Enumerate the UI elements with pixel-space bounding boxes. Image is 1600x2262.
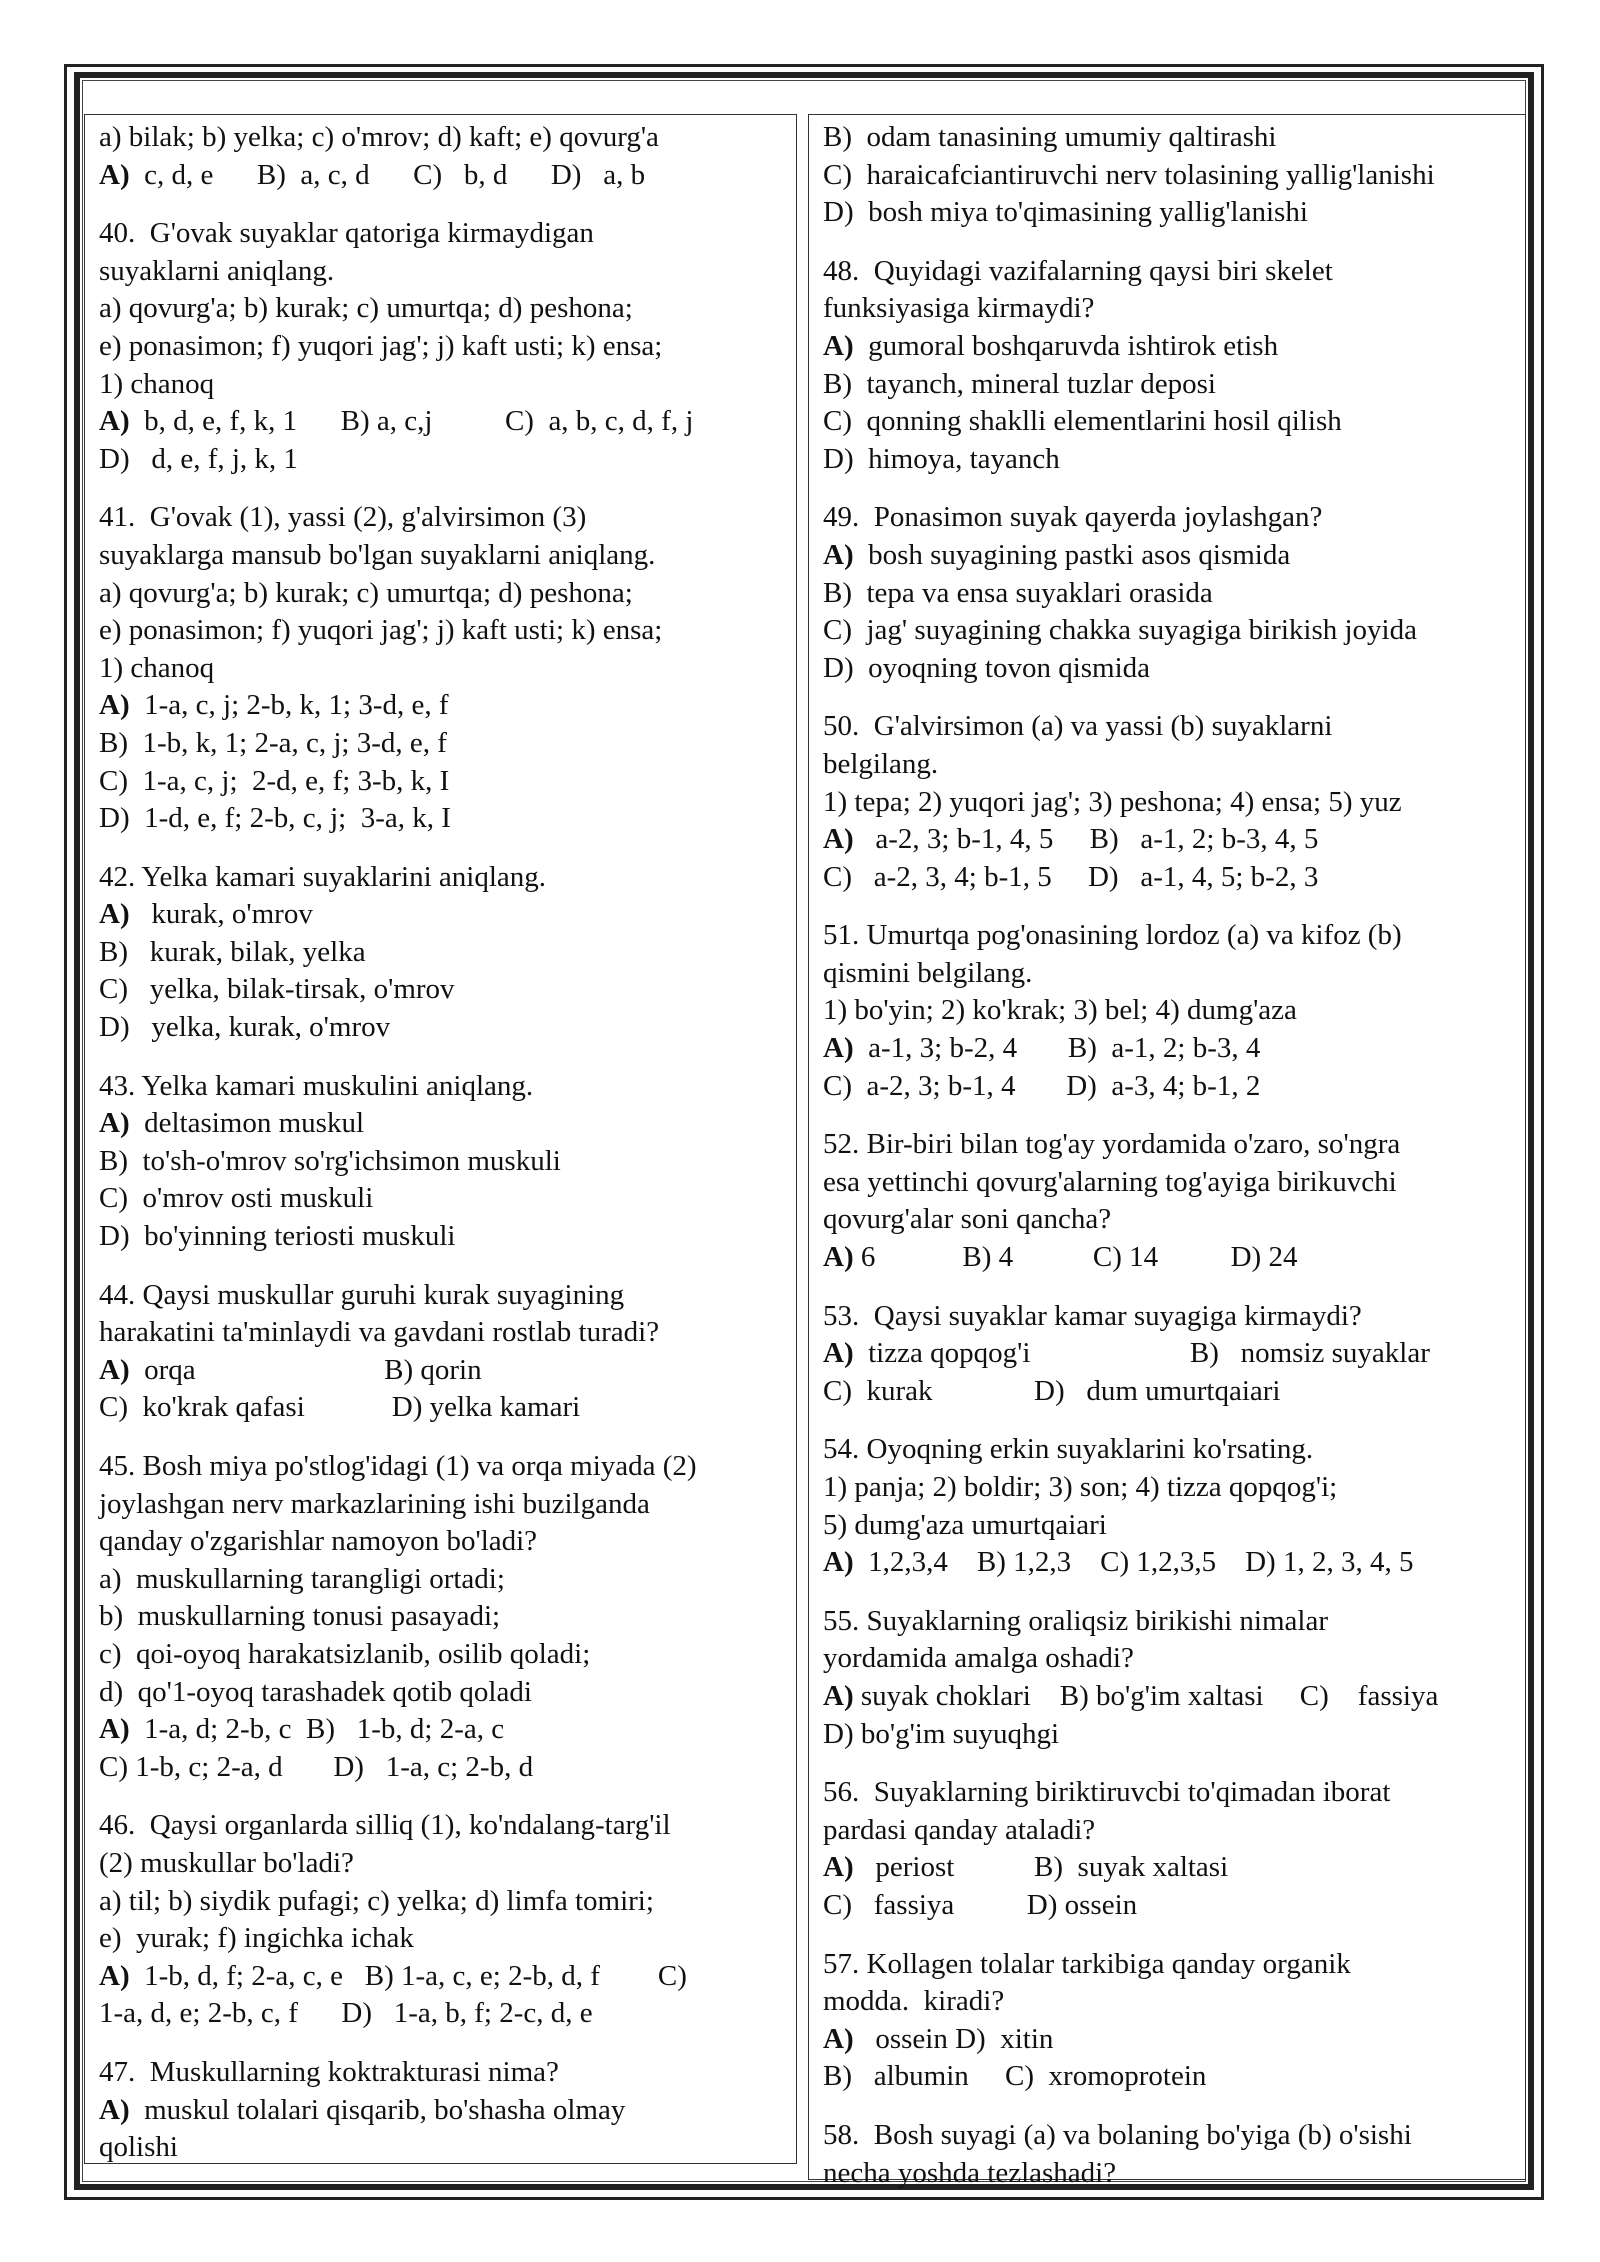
question-line: a) til; b) siydik pufagi; c) yelka; d) limfa tomiri; (99, 1884, 654, 1917)
answer-letter-bold: A) (99, 1353, 130, 1386)
question-line: 49. Ponasimon suyak qayerda joylashgan? (823, 501, 1323, 534)
question-line: c) qoi-oyoq harakatsizlanib, osilib qoladi; (99, 1637, 591, 1670)
question-line: qismini belgilang. (823, 956, 1033, 989)
answer-letter-bold: A) (823, 538, 854, 571)
question-line: a) qovurg'a; b) kurak; c) umurtqa; d) peshona; (99, 292, 633, 325)
left-column (84, 114, 797, 2164)
question-line: funksiyasiga kirmaydi? (823, 292, 1095, 325)
question-line: a) bilak; b) yelka; c) o'mrov; d) kaft; e) qovurg'a (99, 121, 659, 153)
question-line: C) a-2, 3, 4; b-1, 5 D) a-1, 4, 5; b-2, 3 (823, 860, 1319, 893)
question-line: B) odam tanasining umumiy qaltirashi (823, 121, 1277, 153)
question-line: C) qonning shaklli elementlarini hosil qilish (823, 405, 1342, 438)
question-line: D) bo'yinning teriosti muskuli (99, 1220, 456, 1253)
question-line: 54. Oyoqning erkin suyaklarini ko'rsating. (823, 1433, 1314, 1466)
question-line: e) yurak; f) ingichka ichak (99, 1922, 414, 1955)
question-line (99, 2092, 796, 2130)
question-line: 43. Yelka kamari muskulini aniqlang. (99, 1069, 534, 1102)
question-line: 5) dumg'aza umurtqaiari (823, 1508, 1107, 1541)
question-line: esa yettinchi qovurg'alarning tog'ayiga birikuvchi (823, 1165, 1397, 1198)
question-line: C) a-2, 3; b-1, 4 D) a-3, 4; b-1, 2 (823, 1069, 1261, 1102)
question-line: C) yelka, bilak-tirsak, o'mrov (99, 973, 455, 1006)
question-line: 53. Qaysi suyaklar kamar suyagiga kirmaydi? (823, 1299, 1362, 1332)
question-line: D) bosh miya to'qimasining yallig'lanishi (823, 196, 1308, 229)
question-line (823, 1849, 1525, 1887)
answer-options-text: c, d, e B) a, c, d C) b, d D) a, b (129, 158, 646, 191)
question-line: D) yelka, kurak, o'mrov (99, 1011, 391, 1044)
question-line: pardasi qanday ataladi? (823, 1813, 1096, 1846)
question-line: C) kurak D) dum umurtqaiari (823, 1374, 1281, 1407)
right-column (808, 114, 1526, 2189)
question-block (99, 215, 796, 478)
question-line (99, 403, 796, 441)
question-line (823, 1239, 1525, 1277)
question-line (823, 1030, 1525, 1068)
question-line: 51. Umurtqa pog'onasining lordoz (a) va kifoz (b) (823, 919, 1402, 952)
answer-options-text: deltasimon muskul (129, 1107, 365, 1140)
answer-options-text: suyak choklari B) bo'g'im xaltasi C) fassiya (853, 1679, 1439, 1712)
question-line: D) himoya, tayanch (823, 442, 1060, 475)
answer-options-text: a-2, 3; b-1, 4, 5 B) a-1, 2; b-3, 4, 5 (853, 823, 1319, 856)
question-line: C) jag' suyagining chakka suyagiga birikish joyida (823, 614, 1417, 647)
answer-letter-bold: A) (99, 1959, 130, 1992)
question-line (823, 1544, 1525, 1582)
answer-letter-bold: A) (823, 1337, 854, 1370)
question-block (823, 253, 1525, 479)
question-line (99, 896, 796, 934)
question-line: 41. G'ovak (1), yassi (2), g'alvirsimon (3) (99, 501, 587, 534)
question-block (99, 859, 796, 1047)
question-line: 1) bo'yin; 2) ko'krak; 3) bel; 4) dumg'aza (823, 994, 1297, 1027)
answer-letter-bold: A) (99, 898, 130, 931)
question-line: joylashgan nerv markazlarining ishi buzilganda (99, 1487, 650, 1520)
question-line: 58. Bosh suyagi (a) va bolaning bo'yiga (b) o'sishi (823, 2118, 1412, 2151)
question-line: qanday o'zgarishlar namoyon bo'ladi? (99, 1525, 538, 1558)
question-block (823, 1774, 1525, 1924)
answer-letter-bold: A) (823, 823, 854, 856)
question-line: suyaklarga mansub bo'lgan suyaklarni aniqlang. (99, 538, 656, 571)
question-block (823, 1431, 1525, 1581)
question-line: 45. Bosh miya po'stlog'idagi (1) va orqa miyada (2) (99, 1450, 697, 1482)
question-line (99, 1105, 796, 1143)
question-line: B) to'sh-o'mrov so'rg'ichsimon muskuli (99, 1144, 561, 1177)
question-line: 1) tepa; 2) yuqori jag'; 3) peshona; 4) ensa; 5) yuz (823, 785, 1402, 818)
question-line (99, 1711, 796, 1749)
question-line: 1-a, d, e; 2-b, c, f D) 1-a, b, f; 2-c, d, e (99, 1997, 593, 2030)
question-line: d) qo'1-oyoq tarashadek qotib qoladi (99, 1675, 532, 1708)
question-line: C) haraicafciantiruvchi nerv tolasining yallig'lanishi (823, 158, 1435, 191)
question-block (823, 917, 1525, 1105)
question-line: e) ponasimon; f) yuqori jag'; j) kaft usti; k) ensa; (99, 329, 663, 362)
question-block (823, 499, 1525, 687)
answer-letter-bold: A) (823, 1679, 854, 1712)
question-block (823, 1126, 1525, 1276)
answer-letter-bold: A) (99, 2093, 130, 2126)
answer-options-text: orqa B) qorin (129, 1353, 482, 1386)
question-line (823, 1335, 1525, 1373)
question-block (823, 1603, 1525, 1753)
question-line: B) tayanch, mineral tuzlar deposi (823, 367, 1216, 400)
question-line: qolishi (99, 2131, 178, 2164)
question-line: 1) chanoq (99, 367, 215, 400)
question-block (99, 499, 796, 837)
answer-letter-bold: A) (99, 1713, 130, 1746)
answer-options-text: 1-a, c, j; 2-b, k, 1; 3-d, e, f (129, 689, 449, 722)
question-line (823, 1678, 1525, 1716)
answer-options-text: 1-b, d, f; 2-a, c, e B) 1-a, c, e; 2-b, d, f C) (129, 1959, 687, 1992)
question-line: a) qovurg'a; b) kurak; c) umurtqa; d) peshona; (99, 576, 633, 609)
question-line: (2) muskullar bo'ladi? (99, 1846, 354, 1879)
question-block (99, 1807, 796, 2033)
answer-options-text: bosh suyagining pastki asos qismida (853, 538, 1291, 571)
question-line: 47. Muskullarning koktrakturasi nima? (99, 2055, 559, 2088)
question-line: necha yoshda tezlashadi? (823, 2156, 1117, 2189)
answer-letter-bold: A) (823, 1032, 854, 1065)
question-block (99, 1448, 796, 1786)
answer-options-text: b, d, e, f, k, 1 B) a, c,j C) a, b, c, d, f, j (129, 405, 694, 438)
answer-letter-bold: A) (99, 405, 130, 438)
question-line: harakatini ta'minlaydi va gavdani rostlab turadi? (99, 1316, 660, 1349)
question-line (823, 2021, 1525, 2059)
question-block (99, 1277, 796, 1427)
question-line: 46. Qaysi organlarda silliq (1), ko'ndalang-targ'il (99, 1809, 671, 1842)
question-line (823, 328, 1525, 366)
answer-letter-bold: A) (823, 329, 854, 362)
question-line: 1) chanoq (99, 651, 215, 684)
question-line (99, 1958, 796, 1996)
question-line: 42. Yelka kamari suyaklarini aniqlang. (99, 860, 546, 893)
answer-options-text: gumoral boshqaruvda ishtirok etish (853, 329, 1279, 362)
answer-letter-bold: A) (823, 2022, 854, 2055)
question-line: belgilang. (823, 747, 939, 780)
answer-letter-bold: A) (99, 158, 130, 191)
question-line: modda. kiradi? (823, 1985, 1005, 2018)
answer-letter-bold: A) (823, 1851, 854, 1884)
question-line (823, 821, 1525, 859)
question-line (99, 1352, 796, 1390)
question-line: a) muskullarning tarangligi ortadi; (99, 1562, 505, 1595)
question-line: C) 1-b, c; 2-a, d D) 1-a, c; 2-b, d (99, 1750, 534, 1783)
question-block (99, 119, 796, 194)
question-line: 56. Suyaklarning biriktiruvcbi to'qimadan iborat (823, 1776, 1391, 1809)
question-line: 57. Kollagen tolalar tarkibiga qanday organik (823, 1947, 1351, 1980)
question-block (99, 1068, 796, 1256)
answer-letter-bold: A) (823, 1241, 854, 1274)
question-line: 1) panja; 2) boldir; 3) son; 4) tizza qopqog'i; (823, 1471, 1338, 1503)
question-line: B) tepa va ensa suyaklari orasida (823, 576, 1213, 609)
question-line: B) 1-b, k, 1; 2-a, c, j; 3-d, e, f (99, 726, 447, 759)
question-line: yordamida amalga oshadi? (823, 1642, 1134, 1675)
answer-options-text: tizza qopqog'i B) nomsiz suyaklar (853, 1337, 1430, 1370)
answer-options-text: muskul tolalari qisqarib, bo'shasha olmay (129, 2093, 626, 2126)
answer-options-text: 1-a, d; 2-b, c B) 1-b, d; 2-a, c (129, 1713, 505, 1746)
question-line: B) albumin C) xromoprotein (823, 2060, 1207, 2093)
answer-options-text: ossein D) xitin (853, 2022, 1054, 2055)
question-line: C) ko'krak qafasi D) yelka kamari (99, 1391, 581, 1424)
answer-options-text: 6 B) 4 C) 14 D) 24 (853, 1241, 1298, 1274)
question-line (99, 157, 796, 195)
question-line: D) 1-d, e, f; 2-b, c, j; 3-a, k, I (99, 802, 451, 835)
question-block (823, 2117, 1525, 2192)
question-line: qovurg'alar soni qancha? (823, 1203, 1112, 1236)
answer-letter-bold: A) (99, 689, 130, 722)
answer-options-text: periost B) suyak xaltasi (853, 1851, 1229, 1884)
question-block (823, 1946, 1525, 2096)
question-line: suyaklarni aniqlang. (99, 254, 335, 287)
answer-letter-bold: A) (99, 1107, 130, 1140)
question-line: 40. G'ovak suyaklar qatoriga kirmaydigan (99, 217, 594, 250)
question-line: B) kurak, bilak, yelka (99, 935, 366, 968)
question-line: C) 1-a, c, j; 2-d, e, f; 3-b, k, I (99, 764, 450, 797)
question-line: b) muskullarning tonusi pasayadi; (99, 1600, 501, 1633)
question-line: 50. G'alvirsimon (a) va yassi (b) suyaklarni (823, 710, 1333, 743)
question-line: D) d, e, f, j, k, 1 (99, 442, 298, 475)
question-line: C) o'mrov osti muskuli (99, 1182, 374, 1215)
question-block (823, 708, 1525, 896)
question-line (823, 537, 1525, 575)
question-line (99, 687, 796, 725)
question-line: D) oyoqning tovon qismida (823, 651, 1151, 684)
question-line: 52. Bir-biri bilan tog'ay yordamida o'zaro, so'ngra (823, 1128, 1401, 1161)
question-line: 48. Quyidagi vazifalarning qaysi biri skelet (823, 254, 1333, 287)
answer-options-text: kurak, o'mrov (129, 898, 313, 931)
question-line: C) fassiya D) ossein (823, 1888, 1138, 1921)
question-line: D) bo'g'im suyuqhgi (823, 1717, 1060, 1750)
question-line: e) ponasimon; f) yuqori jag'; j) kaft usti; k) ensa; (99, 614, 663, 647)
answer-options-text: 1,2,3,4 B) 1,2,3 C) 1,2,3,5 D) 1, 2, 3, 4, 5 (853, 1546, 1414, 1579)
question-block (823, 1298, 1525, 1411)
question-line: 55. Suyaklarning oraliqsiz birikishi nimalar (823, 1604, 1328, 1637)
question-block (99, 2054, 796, 2167)
question-block (823, 119, 1525, 232)
answer-letter-bold: A) (823, 1546, 854, 1579)
answer-options-text: a-1, 3; b-2, 4 B) a-1, 2; b-3, 4 (853, 1032, 1261, 1065)
question-line: 44. Qaysi muskullar guruhi kurak suyagining (99, 1278, 625, 1311)
